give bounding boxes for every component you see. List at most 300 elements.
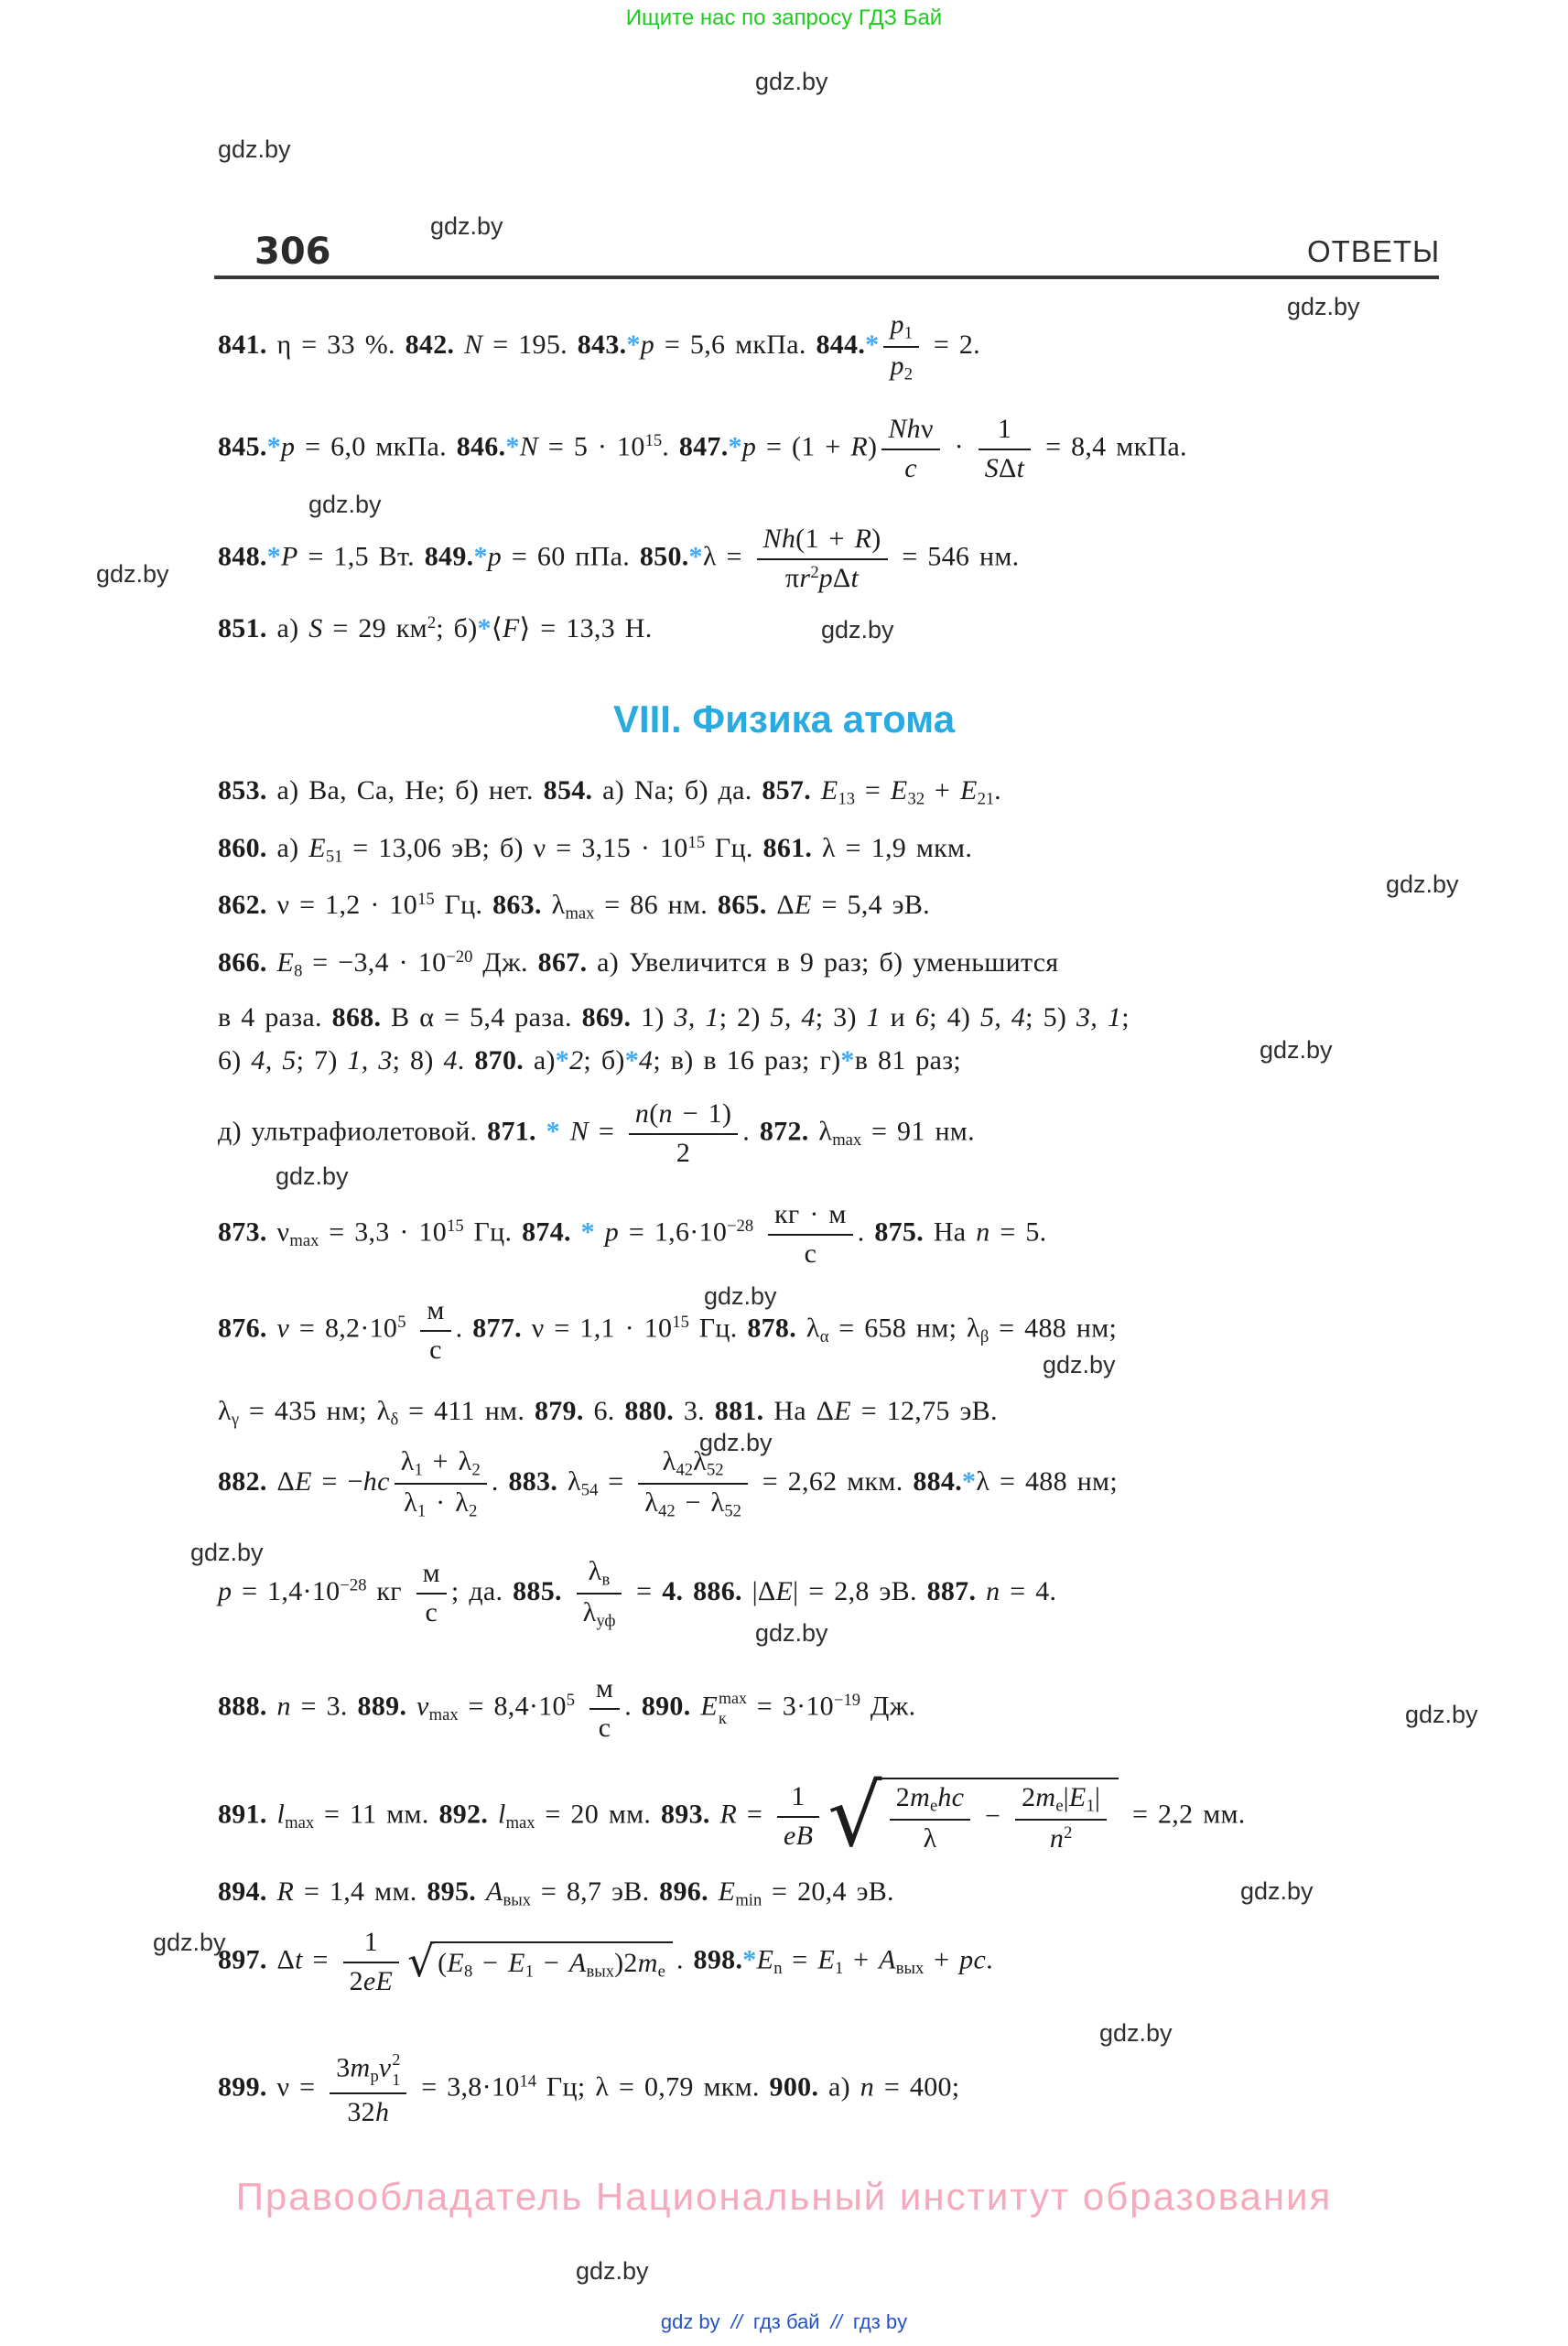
text-segment: Δ — [276, 1944, 296, 1975]
text-segment: ; 2) — [719, 1002, 771, 1032]
text-segment: p — [741, 431, 757, 462]
text-segment: в 4 раза. — [218, 1002, 332, 1032]
text-segment: = 5,6 мкПа. — [654, 329, 816, 360]
text-segment: pc — [959, 1944, 987, 1975]
fraction — [629, 1098, 738, 1169]
text-segment: = — [598, 1465, 634, 1497]
text-segment: ; б) — [436, 613, 478, 643]
text-segment: кг — [366, 1575, 412, 1606]
text-segment: = 3,8·10 — [411, 2071, 520, 2103]
text-segment: = 8,4·10 — [458, 1691, 567, 1722]
text-segment: E — [795, 890, 812, 920]
text-segment: 4, 5 — [251, 1045, 297, 1076]
text-segment: с — [425, 1596, 438, 1627]
text-segment: max — [832, 1130, 862, 1150]
star-marker: * — [742, 1944, 757, 1975]
text-segment: 32 — [907, 789, 925, 809]
text-segment: м — [427, 1295, 445, 1325]
text-segment: . — [857, 1216, 875, 1248]
text-segment: 841. — [218, 329, 277, 360]
text-segment: ν — [920, 414, 934, 444]
text-segment: = 400; — [874, 2071, 960, 2103]
gdz-watermark: gdz.by — [1287, 293, 1360, 320]
text-segment — [575, 1691, 585, 1721]
text-segment: 2 — [1022, 1782, 1036, 1813]
text-segment: = 6,0 мкПа. — [295, 431, 457, 462]
text-segment: 15 — [644, 431, 663, 451]
text-segment: δ — [390, 1410, 399, 1430]
footer-link-3[interactable]: гдз by — [852, 2310, 908, 2333]
radical-icon: √ — [827, 1767, 882, 1865]
text-segment: 863. — [492, 890, 552, 920]
answer-line-882 — [218, 1446, 1444, 1521]
text-segment: а) — [276, 833, 309, 863]
text-segment: E — [1068, 1782, 1087, 1813]
star-marker: * — [477, 613, 492, 643]
text-segment: 5, 4 — [979, 1002, 1026, 1032]
text-segment: в — [601, 1570, 611, 1590]
text-segment: R — [850, 431, 869, 462]
text-segment: 15 — [672, 1313, 689, 1333]
star-marker: * — [266, 431, 282, 462]
text-segment: m — [350, 2052, 371, 2083]
text-segment: p — [818, 562, 833, 593]
fraction — [768, 1199, 853, 1270]
star-marker: * — [624, 1045, 640, 1076]
text-segment: 896. — [659, 1876, 719, 1907]
text-segment: = 2,62 мкм. — [752, 1465, 914, 1497]
text-segment: В α = 5,4 раза. — [391, 1002, 582, 1032]
text-segment: λ — [818, 1116, 833, 1147]
text-segment: S — [308, 613, 323, 643]
text-segment: A — [568, 1948, 587, 1979]
text-segment: l — [276, 1799, 286, 1830]
footer-link-2[interactable]: гдз бай — [752, 2310, 820, 2333]
text-segment: 5 — [566, 1691, 576, 1711]
text-segment: = 20,4 эВ. — [762, 1876, 894, 1907]
answer-line-885 — [218, 1556, 1444, 1631]
text-segment: π — [784, 562, 800, 593]
gdz-watermark: gdz.by — [190, 1539, 264, 1566]
text-segment: = 20 мм. — [535, 1799, 661, 1830]
text-segment: Δ — [999, 452, 1017, 483]
text-segment: 881. — [714, 1396, 774, 1426]
star-marker: * — [626, 329, 641, 360]
text-segment: − λ — [675, 1487, 725, 1518]
gdz-watermark: gdz.by — [1099, 2019, 1173, 2047]
text-segment: 893. — [660, 1799, 720, 1830]
text-segment: ; б) — [583, 1045, 625, 1076]
gdz-watermark: gdz.by — [96, 560, 169, 588]
text-segment: E — [959, 775, 978, 805]
fraction — [777, 1781, 819, 1852]
text-segment: 871. — [487, 1116, 546, 1147]
star-marker: * — [962, 1465, 977, 1497]
text-segment: = 5,4 эВ. — [811, 890, 930, 920]
fraction — [416, 1558, 447, 1628]
text-segment: 882. — [218, 1465, 277, 1497]
text-segment: 15 — [687, 832, 706, 852]
star-marker: * — [266, 541, 282, 572]
footer-link-1[interactable]: gdz by — [660, 2310, 720, 2333]
text-segment: с — [804, 1238, 817, 1269]
text-segment: ⟩ = 13,3 Н. — [519, 613, 653, 643]
text-segment: 862. — [218, 890, 277, 920]
text-segment: 897. — [218, 1944, 277, 1975]
text-segment: η = 33 %. — [276, 329, 406, 360]
text-segment: t — [1016, 452, 1025, 483]
text-segment: На — [933, 1216, 977, 1248]
text-segment: + — [924, 1944, 960, 1975]
text-segment: | — [1094, 1782, 1101, 1813]
copyright-footer: Правообладатель Национальный институт образования — [235, 2175, 1333, 2218]
fraction — [883, 309, 919, 384]
text-segment: а) Увеличится в 9 раз; б) уменьшится — [597, 947, 1059, 978]
text-segment: = 91 нм. — [861, 1116, 975, 1147]
text-segment: hc — [362, 1465, 390, 1497]
text-segment: = 3·10 — [746, 1691, 834, 1722]
text-segment: = 4. — [1000, 1575, 1057, 1606]
text-segment: F — [502, 613, 520, 643]
link-separator: // — [730, 2310, 742, 2333]
text-segment: λ — [806, 1313, 820, 1344]
text-segment: ) — [868, 431, 878, 462]
text-segment: 891. — [218, 1799, 277, 1830]
gdz-watermark: gdz.by — [430, 212, 503, 240]
text-segment: 2 — [676, 1137, 691, 1168]
text-segment: Гц. — [463, 1216, 523, 1248]
text-segment: p — [487, 541, 503, 572]
gdz-watermark: gdz.by — [1043, 1351, 1116, 1378]
text-segment: = 195. — [482, 329, 578, 360]
text-segment: 890. — [641, 1691, 701, 1722]
text-segment: = 1,6·10 — [619, 1216, 728, 1248]
text-segment: γ — [231, 1410, 240, 1430]
text-segment: 1 — [414, 1460, 423, 1480]
text-segment: 52 — [724, 1501, 741, 1521]
text-segment: 853. — [218, 775, 277, 805]
text-segment: 8 — [464, 1962, 473, 1982]
text-segment: −28 — [340, 1575, 367, 1595]
text-segment: 6) — [218, 1045, 252, 1076]
text-segment: 894. — [218, 1876, 277, 1907]
text-segment: − — [975, 1800, 1011, 1832]
text-segment: 867. — [537, 947, 598, 978]
answer-line-899 — [218, 2050, 1444, 2129]
text-segment: λ — [218, 1396, 232, 1426]
text-segment: 848. — [218, 541, 267, 572]
text-segment: 1 — [997, 414, 1012, 444]
text-segment: 877. — [472, 1313, 532, 1344]
page-number: 306 — [254, 231, 331, 273]
text-segment: min — [735, 1890, 762, 1910]
text-segment: N — [519, 431, 539, 462]
text-segment: n — [634, 1098, 650, 1129]
gdz-watermark: gdz.by — [1386, 870, 1459, 898]
text-segment: n — [773, 1958, 783, 1978]
text-segment: 3. — [683, 1396, 715, 1426]
text-segment: 15 — [447, 1216, 464, 1237]
text-segment: 4. 886. — [662, 1575, 752, 1606]
text-segment: 876. — [218, 1313, 277, 1344]
text-segment: λ = 488 нм; — [976, 1465, 1118, 1497]
text-segment: 889. — [357, 1691, 417, 1722]
text-segment: 2 — [903, 364, 914, 384]
radical-icon: √ — [407, 1937, 436, 1987]
text-segment: Δ — [776, 890, 795, 920]
text-segment: = — [302, 1944, 339, 1975]
fraction — [890, 1782, 970, 1854]
text-segment: v — [378, 2052, 392, 2083]
link-separator: // — [830, 2310, 842, 2333]
text-segment: . — [676, 1944, 694, 1975]
text-segment: p — [281, 431, 296, 462]
answer-line-873 — [218, 1199, 1444, 1270]
gdz-watermark: gdz.by — [276, 1162, 349, 1190]
text-segment: = 13,06 эВ; б) ν = 3,15 · 10 — [342, 833, 688, 863]
text-segment: 4 — [443, 1045, 458, 1076]
text-segment: α — [819, 1326, 829, 1346]
text-segment: p — [370, 2067, 379, 2087]
footer-links — [0, 2310, 1568, 2334]
text-segment: − — [534, 1948, 569, 1979]
text-segment: 2 — [569, 1045, 584, 1076]
text-segment: max — [289, 1230, 319, 1250]
text-segment: β — [979, 1326, 989, 1346]
text-segment: 851. — [218, 613, 277, 643]
text-segment: E — [447, 1948, 464, 1979]
text-segment: = 435 нм; λ — [239, 1396, 391, 1426]
text-segment: E — [718, 1876, 736, 1907]
text-segment: м — [595, 1673, 614, 1703]
text-segment: Nh — [762, 524, 796, 554]
text-segment: 1 — [417, 1501, 427, 1521]
text-segment: = 86 нм. — [594, 890, 718, 920]
text-segment: λ — [693, 1446, 707, 1476]
text-segment: n — [276, 1691, 291, 1722]
text-segment: λ — [567, 1465, 581, 1497]
text-segment: ; 8) — [392, 1045, 444, 1076]
text-segment: 898. — [693, 1944, 743, 1975]
text-segment: c — [904, 452, 917, 483]
square-root — [407, 1937, 673, 1987]
text-segment: 15 — [417, 889, 435, 909]
text-segment: − 1) — [672, 1098, 732, 1129]
text-segment: m — [637, 1948, 658, 1979]
text-segment: E — [276, 947, 295, 978]
text-segment: 2 — [895, 1782, 911, 1813]
text-segment: ν = 1,1 · 10 — [531, 1313, 673, 1344]
text-segment: 2 — [469, 1501, 478, 1521]
text-segment: 5, 4 — [770, 1002, 816, 1032]
text-segment: 5 — [397, 1313, 406, 1333]
text-segment: λ — [588, 1556, 602, 1586]
text-segment: E — [890, 775, 908, 805]
text-segment: кг · м — [774, 1199, 847, 1229]
text-segment: λ = — [702, 541, 752, 572]
text-segment: Δ — [832, 562, 851, 593]
text-segment: 2 — [810, 562, 819, 582]
text-segment: 842. — [405, 329, 465, 360]
star-marker: * — [505, 431, 520, 462]
text-segment: и — [880, 1002, 915, 1032]
text-segment: max — [505, 1812, 535, 1832]
fraction — [343, 1927, 400, 1997]
text-segment: −20 — [446, 946, 473, 967]
text-segment: 861. — [762, 833, 823, 863]
text-segment: max — [565, 903, 595, 924]
text-segment: max — [428, 1704, 459, 1724]
fraction — [395, 1446, 487, 1521]
text-segment: n — [1049, 1823, 1065, 1854]
text-segment: R — [854, 524, 872, 554]
text-segment: 878. — [747, 1313, 806, 1344]
square-root — [827, 1767, 1119, 1865]
text-segment: 3, 1 — [674, 1002, 719, 1032]
text-segment: ( — [438, 1948, 448, 1979]
text-segment: Дж. — [860, 1691, 916, 1722]
text-segment: = 8,7 эВ. — [531, 1876, 660, 1907]
text-segment: 884. — [913, 1465, 963, 1497]
answer-line-897 — [218, 1927, 1444, 1997]
text-segment: . — [742, 1116, 760, 1147]
text-segment: = 2,2 мм. — [1122, 1799, 1246, 1830]
text-segment: Гц; λ = 0,79 мкм. — [536, 2071, 770, 2103]
text-segment: eE — [362, 1965, 394, 1996]
text-segment: = 546 нм. — [892, 541, 1020, 572]
text-segment: + λ — [422, 1446, 472, 1476]
text-segment: m — [910, 1782, 931, 1813]
text-segment: r — [799, 562, 811, 593]
text-segment: A — [485, 1876, 503, 1907]
text-segment: 875. — [874, 1216, 934, 1248]
text-segment — [406, 1313, 416, 1343]
text-segment: вых — [586, 1962, 615, 1982]
fraction — [577, 1556, 622, 1631]
text-segment: а) Na; б) да. — [602, 775, 762, 805]
text-segment: 2 — [427, 612, 437, 632]
fraction — [1015, 1782, 1107, 1855]
text-segment: n — [860, 2071, 875, 2103]
answer-line-888 — [218, 1673, 1444, 1744]
text-segment: . — [455, 1313, 473, 1344]
text-segment: 1 — [363, 1927, 378, 1957]
gdz-watermark: gdz.by — [576, 2257, 649, 2285]
star-marker: * — [580, 1216, 605, 1248]
text-segment: E — [820, 775, 838, 805]
text-segment: λ = 1,9 мкм. — [822, 833, 973, 863]
text-segment: S — [984, 452, 1000, 483]
text-segment: A — [879, 1944, 896, 1975]
text-segment: ν = — [276, 2071, 326, 2103]
text-segment: а) — [276, 613, 309, 643]
text-segment: n — [986, 1575, 1000, 1606]
fraction — [638, 1446, 748, 1521]
text-segment: = 29 км — [322, 613, 427, 643]
text-segment: −19 — [833, 1691, 861, 1711]
text-segment: E — [775, 1575, 794, 1606]
text-segment: 857. — [762, 775, 821, 805]
answer-line-851 — [218, 611, 1444, 646]
text-segment: 3, 1 — [1076, 1002, 1122, 1032]
answer-line-876 — [218, 1295, 1444, 1366]
text-segment: n — [976, 1216, 990, 1248]
fraction — [881, 414, 940, 484]
text-segment: P — [281, 541, 298, 572]
text-segment: 2 — [471, 1460, 481, 1480]
text-segment: 888. — [218, 1691, 277, 1722]
text-segment: 900. — [769, 2071, 829, 2103]
text-segment: 868. — [331, 1002, 392, 1032]
text-segment: ; 7) — [296, 1045, 348, 1076]
text-segment: уф — [596, 1611, 616, 1631]
text-segment: = — [855, 775, 891, 805]
text-segment: 879. — [534, 1396, 594, 1426]
text-segment: p — [218, 1575, 232, 1606]
text-segment: 873. — [218, 1216, 277, 1248]
text-segment: = 11 мм. — [314, 1799, 439, 1830]
text-segment: 870. — [474, 1045, 534, 1076]
text-segment: λ — [551, 890, 566, 920]
star-marker: * — [555, 1045, 570, 1076]
text-segment: 874. — [522, 1216, 581, 1248]
text-segment: вых — [895, 1958, 925, 1978]
text-segment: вых — [503, 1890, 532, 1910]
text-segment: 880. — [624, 1396, 684, 1426]
answer-line-894 — [218, 1875, 1444, 1911]
star-marker: * — [865, 329, 880, 360]
text-segment: ( — [649, 1098, 659, 1129]
text-segment: λ — [923, 1823, 937, 1854]
gdz-watermark: gdz.by — [821, 616, 894, 643]
text-segment: Гц. — [434, 890, 493, 920]
text-segment: = 5 · 10 — [538, 431, 645, 462]
text-segment: |Δ — [752, 1575, 776, 1606]
text-segment: а) — [533, 1045, 556, 1076]
text-segment: l — [497, 1799, 506, 1830]
fraction — [979, 414, 1032, 484]
text-segment: λ — [404, 1487, 418, 1518]
text-segment: Дж. — [472, 947, 538, 978]
text-segment: = − — [311, 1465, 363, 1497]
text-segment: д) ультрафиолетовой. — [218, 1116, 488, 1147]
answer-line-891 — [218, 1767, 1444, 1865]
text-segment: E — [295, 1465, 312, 1497]
text-segment: = 60 пПа. — [502, 541, 640, 572]
text-segment: 3 — [336, 2052, 351, 2083]
star-marker: * — [546, 1116, 570, 1147]
text-segment: ; — [1121, 1002, 1130, 1032]
gdz-watermark: gdz.by — [1260, 1036, 1333, 1064]
text-segment: t — [850, 562, 860, 593]
text-segment: 8 — [294, 961, 303, 981]
text-segment: 1 — [834, 1958, 844, 1978]
text-segment: 42 — [658, 1501, 676, 1521]
text-segment: = — [626, 1575, 663, 1606]
text-segment: . — [986, 1944, 993, 1975]
text-segment: p — [604, 1216, 620, 1248]
text-segment: n — [658, 1098, 673, 1129]
text-segment: | = 2,8 эВ. — [793, 1575, 927, 1606]
text-segment: p — [890, 350, 904, 381]
gdz-watermark: gdz.by — [1405, 1701, 1478, 1728]
text-segment: = 3,3 · 10 — [319, 1216, 448, 1248]
text-segment: · — [944, 431, 974, 462]
text-segment: − — [472, 1948, 509, 1979]
text-segment: = — [782, 1944, 818, 1975]
gdz-watermark: gdz.by — [704, 1282, 777, 1310]
promo-banner: Ищите нас по запросу ГДЗ Бай — [625, 5, 943, 30]
